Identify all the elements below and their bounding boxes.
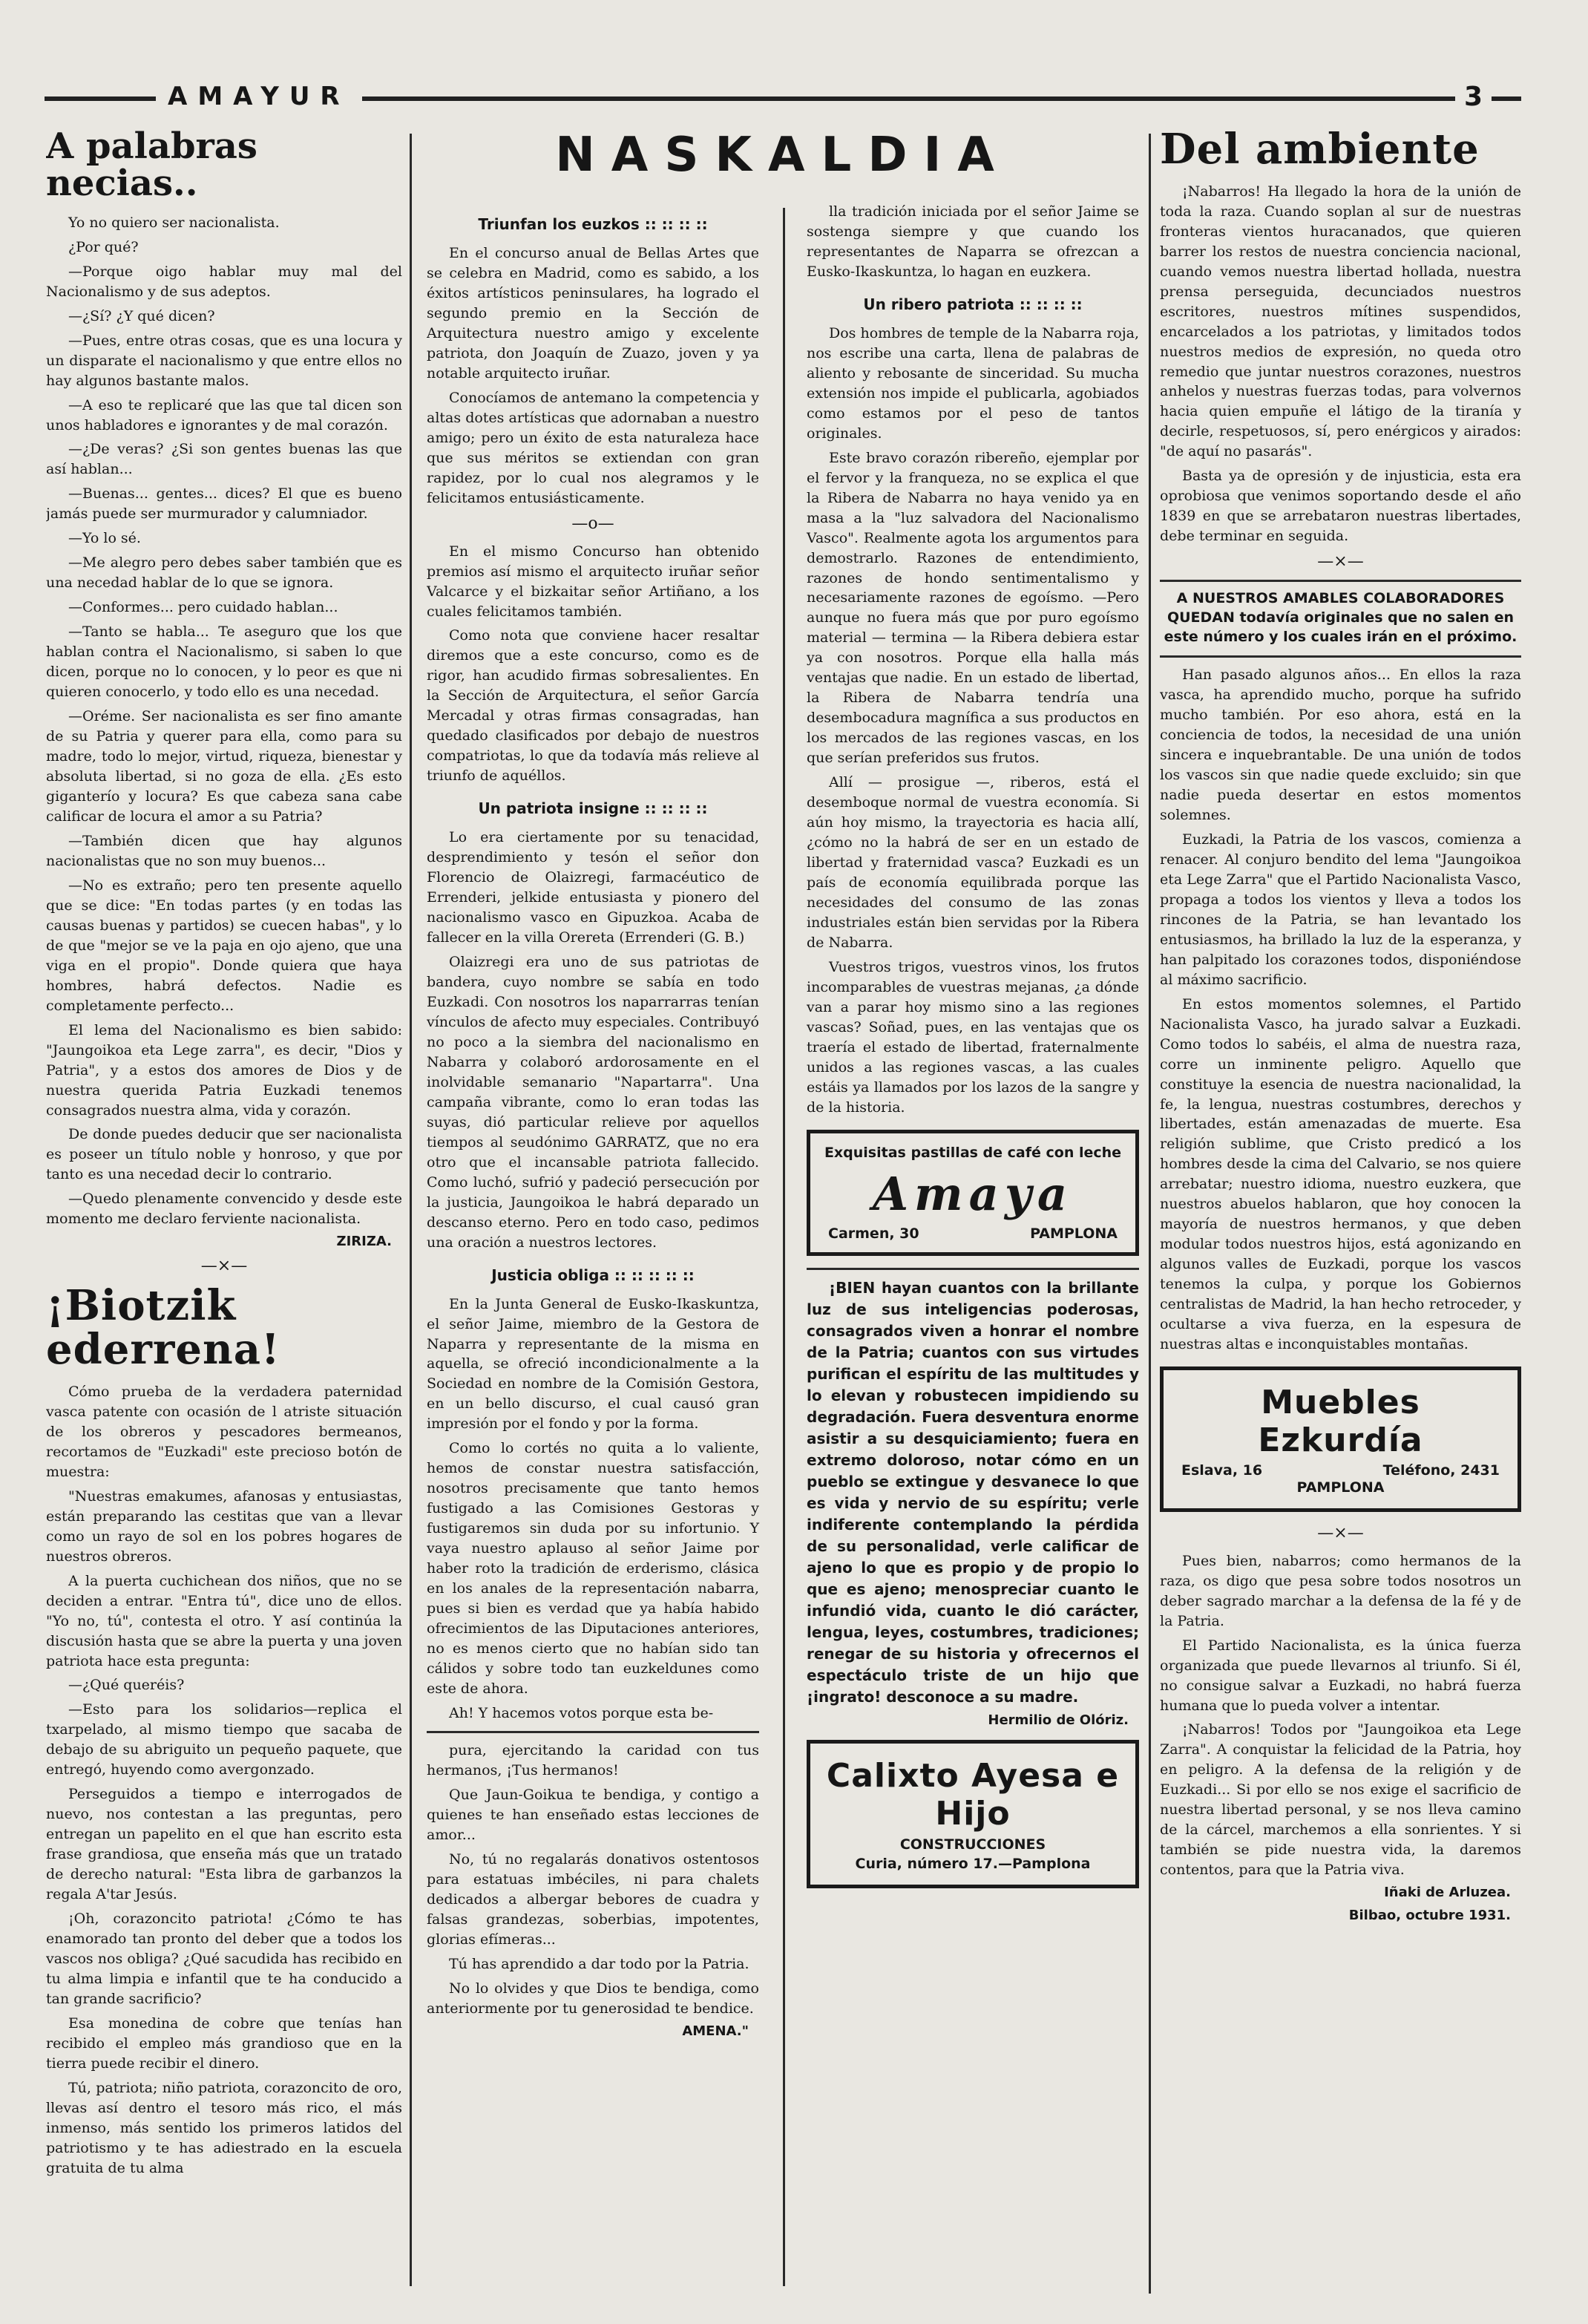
divider xyxy=(427,1731,759,1733)
paragraph: —Tanto se habla... Te aseguro que los que hablan contra el Nacionalismo, si saben lo que dicen, porque no lo conocen, y lo peor es que ni quieren conocerlo, y todo ello es una necedad. xyxy=(46,623,402,701)
paragraph: ¡Oh, corazoncito patriota! ¿Cómo te has enamorado tan pronto del deber que a todos los vascos nos obliga? ¿Qué sacudida has recibido en tu alma limpia e infantil que te ha conducido a tan grande sacrificio? xyxy=(46,1911,402,2007)
paragraph: Que Jaun-Goikua te bendiga, y contigo a quienes te han enseñado estas lecciones de amor... xyxy=(427,1786,759,1843)
center-section xyxy=(427,128,1139,2295)
article-headline: Del ambiente xyxy=(1160,128,1480,174)
paragraph: Pues bien, nabarros; como hermanos de la raza, os digo que pesa sobre todos nosotros un deber sagrado marchar a la defensa de la fé y de la Patria. xyxy=(1160,1552,1521,1629)
paragraph: —Me alegro pero debes saber también que es una necedad hablar de lo que se ignora. xyxy=(46,554,402,592)
section-heading: Justicia obliga :: :: :: :: :: xyxy=(491,1266,695,1284)
paragraph: Este bravo corazón ribereño, ejemplar por el fervor y la franqueza, no se explica el que la Ribera de Nabarra no haya venido ya en masa a la "luz salvadora del Nacionalismo Vasco". Realmente agota los argumentos para demostrarlo. Razones de entendimiento, razones de hondo sentimentalismo y necesariamente razones de egoísmo. —Pero aunque no fuera más que por puro egoísmo material — termina — la Ribera debiera estar ya con nosotros. Porque ella halla más ventajas que nadie. En un estado de libertad, la Ribera de Nabarra tendría una desembocadura magnífica a sus productos en los mercados de las regiones vascas, en los que serían preferidos sus frutos. xyxy=(807,449,1139,767)
paragraph: En estos momentos solemnes, el Partido Nacionalista Vasco, ha jurado salvar a Euzkadi. Como todos lo sabéis, el alma de nuestra raza, corre un inminente peligro. Aquello que constituye la esencia de nuestra nacionalidad, la fe, la lengua, nuestras costumbres, derechos y libertades, están amenazadas de muerte. Esa religión sublime, que Cristo predicó a los hombres desde la cima del Calvario, se nos quiere arrebatar; nuestro idioma, nuestro euzkera, que nuestros abuelos hablaron, que hoy conocen la mayoría de nuestros hermanos, y que deben modular todos nuestros hijos, está agonizando en algunos valles de Euzkadi, porque los vascos tenemos la culpa, y porque los Gobiernos centralistas de Madrid, la han hecho retroceder, y ocultarse a viva fuerza, en la espesura de nuestras altas e inconquistables montañas. xyxy=(1160,995,1521,1353)
paragraph: Dos hombres de temple de la Nabarra roja, nos escribe una carta, llena de palabras de aliento y rebosante de sinceridad. Su mucha extensión nos impide el publicarla, agobiados como estamos por el peso de tantos originales. xyxy=(807,324,1139,442)
section-body xyxy=(427,542,759,787)
ad-city: PAMPLONA xyxy=(1296,1479,1385,1496)
page-number: 3 xyxy=(1455,82,1492,112)
paragraph: —Yo lo sé. xyxy=(68,530,141,547)
ad-brand: Muebles Ezkurdía xyxy=(1258,1384,1423,1460)
divider xyxy=(1160,655,1521,658)
section-body xyxy=(807,202,1139,282)
section-body xyxy=(807,324,1139,1118)
paragraph: —Pues, entre otras cosas, que es una locura y un disparate el nacionalismo y que entre ellos no hay algunos bastante malos. xyxy=(46,332,402,389)
section-heading: Un patriota insigne :: :: :: :: xyxy=(478,799,708,818)
ad-phone: Teléfono, 2431 xyxy=(1382,1462,1500,1479)
section-body xyxy=(427,1294,759,1724)
separator: —o— xyxy=(571,514,614,533)
right-column xyxy=(1160,128,1521,2295)
paragraph: —¿Qué queréis? xyxy=(68,1677,185,1694)
paragraph: No lo olvides y que Dios te bendiga, como anteriormente por tu generosidad te bendice. xyxy=(427,1980,759,2017)
separator: —×— xyxy=(200,1257,248,1276)
paragraph: Han pasado algunos años... En ellos la raza vasca, ha aprendido mucho, porque ha sufrido mucho también. Por eso ahora, está en la conciencia de todos, la necesidad de una unión sincera e inquebrantable. De una unión de todos los vascos sin que nadie quede excluido; sin que nadie pueda desertar en estos momentos solemnes. xyxy=(1160,667,1521,823)
paragraph: Allí — prosigue —, riberos, está el desemboque normal de vuestra economía. Si aún hoy mismo, la trayectoria es hacia allí, ¿cómo no la habrá de ser en un estado de libertad y fraternidad vasca? Euzkadi es un país de economía equilibrada porque las necesidades del consumo de las zonas industriales están bien servidas por la Ribera de Nabarra. xyxy=(807,774,1139,951)
paragraph: Cómo prueba de la verdadera paternidad vasca patente con ocasión de l atriste situación de los obreros y pescadores bermeanos, recortamos de "Euzkadi" este precioso botón de muestra: xyxy=(46,1383,402,1480)
paragraph: Como nota que conviene hacer resaltar diremos que a este concurso, como es de rigor, han acudido firmas sobresalientes. En la Sección de Arquitectura, el señor García Mercadal y otras firmas consagradas, han quedado clasificados por debajo de nuestros compatriotas, lo que da todavía más relieve al triunfo de aquéllos. xyxy=(427,627,759,785)
center-column-b xyxy=(807,202,1139,1900)
paragraph: —¿Sí? ¿Y qué dicen? xyxy=(68,307,215,324)
ad-address-row xyxy=(1174,1462,1507,1479)
paragraph: De donde puedes deducir que ser nacionalista es poseer un título noble y honroso, y que por tanto es una necedad decir lo contrario. xyxy=(46,1126,402,1183)
divider xyxy=(807,1268,1139,1270)
paragraph: Lo era ciertamente por su tenacidad, desprendimiento y tesón el señor don Florencio de Olaizregi, farmacéutico de Errenderi, jelkide entusiasta y pionero del nacionalismo vasco en Gipuzkoa. Acaba de fallecer en la villa Orereta (Errenderi (G. B.) xyxy=(427,829,759,946)
column-rule-left xyxy=(410,134,412,2286)
collaborators-notice xyxy=(1160,589,1521,647)
ad-tagline: Exquisitas pastillas de café con leche xyxy=(824,1144,1122,1161)
notice-title: A NUESTROS AMABLES COLABORADORES xyxy=(1176,590,1505,607)
page-masthead xyxy=(45,77,1521,111)
quote-body xyxy=(807,1277,1139,1708)
bold-quote-block xyxy=(807,1277,1139,1728)
article-headline: ¡Biotzik ederrena! xyxy=(46,1281,280,1375)
article-body xyxy=(1160,182,1521,546)
paragraph: Perseguidos a tiempo e interrogados de nuevo, nos contestan a las preguntas, pero entregan un papelito en el que han escrito esta frase grandiosa, que enseña más que un tratado de derecho natural: "Esta libra de garbanzos la regala A'tar Jesús. xyxy=(46,1786,402,1903)
paragraph: ¿Por qué? xyxy=(68,238,139,255)
article-headline: A palabras necias.. xyxy=(46,128,257,205)
ad-address-row xyxy=(821,1225,1125,1242)
section-body xyxy=(427,828,759,1252)
paragraph: A la puerta cuchichean dos niños, que no se deciden a entrar. "Entra tú", dice uno de ellos. "Yo no, tú", contesta el otro. Y así continúa la discusión hasta que se abre la puerta y una joven patriota hace esta pregunta: xyxy=(46,1572,402,1669)
article-a-palabras xyxy=(46,128,402,1249)
ad-amaya xyxy=(807,1130,1139,1257)
paragraph: Basta ya de opresión y de injusticia, esta era oprobiosa que venimos soportando desde el año 1839 en que se arrebataron nuestras libertades, debe terminar en seguida. xyxy=(1160,468,1521,545)
ad-address: Eslava, 16 xyxy=(1181,1462,1263,1479)
ad-brand: Amaya xyxy=(872,1167,1074,1222)
separator: —×— xyxy=(1317,552,1364,572)
paragraph: —Porque oigo hablar muy mal del Nacionalismo y de sus adeptos. xyxy=(46,263,402,300)
center-column-a xyxy=(427,202,759,2046)
paragraph: El Partido Nacionalista, es la única fuerza organizada que puede llevarnos al triunfo. Si él, no consigue salvar a Euzkadi, no habrá fuerza humana que lo pueda volver a intentar. xyxy=(1160,1637,1521,1714)
paragraph: —No es extraño; pero ten presente aquello que se dice: "En todas partes (y en todas las causas buenas y partidos) se cuecen habas", y lo de que "mejor se ve la paja en ojo ajeno, que una viga en el propio". Donde quiera que haya hombres, habrá defectos. Nadie es completamente perfecto... xyxy=(46,877,402,1014)
ad-city: PAMPLONA xyxy=(1030,1225,1118,1243)
paragraph: —Conformes... pero cuidado hablan... xyxy=(68,599,338,616)
paragraph: ¡BIEN hayan cuantos con la brillante luz de sus inteligencias poderosas, consagrados viven a honrar el nombre de la Patria; cuantos con sus virtudes purifican el espíritu de las multitudes y lo elevan y robustecen impidiendo su degradación. Fuera desventura enorme asistir a su desquiciamiento; fuera en extremo doloroso, notar cómo en un pueblo se extingue y desvanece lo que es vida y nervio de su espíritu; verle indiferente contemplando la pérdida de su personalidad, verle calificar de ajeno lo que es propio y de propio lo que es ajeno; menospreciar cuanto le infundió vida, cuanto le dió carácter, lengua, leyes, costumbres, tradiciones; renegar de su historia y ofrecernos el espectáculo triste de un hijo que ¡ingrato! desconoce a su madre. xyxy=(807,1279,1139,1706)
divider xyxy=(1160,580,1521,582)
paragraph: Conocíamos de antemano la competencia y altas dotes artísticas que adornaban a nuestro amigo; pero un éxito de esta naturaleza hace que sus méritos se extiendan con gran rapidez, por lo cual nos alegramos y le felicitamos entusiásticamente. xyxy=(427,389,759,506)
paragraph: —A eso te replicaré que las que tal dicen son unos habladores e ignorantes y de mal corazón. xyxy=(46,396,402,433)
article-biotzik xyxy=(46,1281,402,2178)
paragraph: Euzkadi, la Patria de los vascos, comienza a renacer. Al conjuro bendito del lema "Jaungoikoa eta Lege Zarra" que el Partido Nacionalista Vasco, propaga a todos los vientos y lleva a todos los rincones de la Patria, se han levantado los entusiasmos, ha brillado la luz de la esperanza, y han palpitado los corazones todos, disponiéndose al máximo sacrificio. xyxy=(1160,831,1521,988)
paragraph: ¡Nabarros! Ha llegado la hora de la unión de toda la raza. Cuando soplan al sur de nuestras fronteras vientos huracanados, que quieren barrer los restos de nuestra conciencia nacional, cuando vemos nuestra libertad hollada, nuestra prensa perseguida, decunciados nuestros escritores, nuestros mítines suspendidos, encarcelados a los patriotas, y limitados todos nuestros medios de expresión, no queda otro remedio que juntar nuestros corazones, nuestros anhelos y nuestras fuerzas todas, para volvernos hacia quien empuñe el látigo de la tiranía y decirle, respetuosos, sí, pero enérgicos y airados: "de aquí no pasarás". xyxy=(1160,183,1521,460)
column-rule-right xyxy=(1149,134,1151,2294)
separator: —×— xyxy=(1317,1523,1364,1542)
ad-tagline: CONSTRUCCIONES xyxy=(899,1836,1046,1853)
paragraph: Vuestros trigos, vuestros vinos, los frutos incomparables de vuestras mejanas, ¿a dónde van a parar hoy mismo sino a las regiones vascas? Soñad, pues, en las ventajas que os traería el estado de libertad, fraternalmente unidos a las regiones vascas, a las cuales estáis ya llamados por los lazos de la sangre y de la historia. xyxy=(807,958,1139,1116)
paragraph: —También dicen que hay algunos nacionalistas que no son muy buenos... xyxy=(46,832,402,869)
paragraph: En la Junta General de Eusko-Ikaskuntza, el señor Jaime, miembro de la Gestora de Naparra y representante de la misma en aquella, se ofreció incondicionalmente a la Sociedad en nombre de la Comisión Gestora, en un bello discurso, el cual causó gran impresión por el fondo y por la forma. xyxy=(427,1295,759,1433)
article-signature: AMENA." xyxy=(682,2023,749,2039)
ad-address: Curia, número 17.—Pamplona xyxy=(855,1855,1091,1872)
article-body xyxy=(1160,1551,1521,1881)
ad-ezkurdia xyxy=(1160,1366,1521,1512)
paragraph: —¿De veras? ¿Si son gentes buenas las que así hablan... xyxy=(46,441,402,478)
article-dateline: Bilbao, octubre 1931. xyxy=(1348,1908,1511,1924)
paragraph: —Buenas... gentes... dices? El que es bueno jamás puede ser murmurador y calumniador. xyxy=(46,485,402,523)
paragraph: El lema del Nacionalismo es bien sabido: "Jaungoikoa eta Lege zarra", es decir, "Dios y Patria", y a estos dos amores de Dios y de nuestra querida Patria Euzkadi tenemos consagrados nuestra alma, vida y corazón. xyxy=(46,1021,402,1119)
paragraph: Como lo cortés no quita a lo valiente, hemos de constar nuestra satisfacción, nosotros precisamente que tanto hemos fustigado a las Comisiones Gestoras y fustigaremos sin duda por su infortunio. Y vaya nuestro aplauso al señor Jaime por haber roto la tradición de erderismo, clásica en los anales de la representación nabarra, pues si bien es verdad que ya había habido ofrecimientos de las Diputaciones anteriores, no es menos cierto que no habían sido tan cálidos y sobre todo tan euzkeldunes como este de ahora. xyxy=(427,1440,759,1697)
paragraph: En el mismo Concurso han obtenido premios así mismo el arquitecto iruñar señor Valcarce y el bizkaitar señor Artiñano, a los cuales felicitamos también. xyxy=(427,543,759,620)
section-heading: Un ribero patriota :: :: :: :: xyxy=(863,295,1083,313)
section-masthead: NASKALDIA xyxy=(555,128,1011,183)
paragraph: —Oréme. Ser nacionalista es ser fino amante de su Patria y querer para ella, como para su madre, todo lo mejor, virtud, riqueza, bienestar y absoluta libertad, si no goza de ella. ¿Es esto giganterío y locura? Es que cabeza sana cabe calificar de locura el amor a su Patria? xyxy=(46,708,402,825)
paragraph: Tú, patriota; niño patriota, corazoncito de oro, llevas así dentro el tesoro más rico, el más inmenso, más sentido los primeros latidos del patriotismo y te has adiestrado en la escuela gratuita de tu alma xyxy=(46,2079,402,2176)
section-body xyxy=(427,1741,759,2019)
ad-address: Carmen, 30 xyxy=(828,1225,919,1243)
paragraph: Esa monedina de cobre que tenías han recibido el empleo más grandioso que en la tierra puede recibir el dinero. xyxy=(46,2014,402,2072)
quote-signature: Hermilio de Olóriz. xyxy=(988,1712,1129,1729)
paragraph: pura, ejercitando la caridad con tus hermanos, ¡Tus hermanos! xyxy=(427,1741,759,1778)
paragraph: Tú has aprendido a dar todo por la Patria. xyxy=(449,1955,749,1972)
paragraph: Olaizregi era uno de sus patriotas de bandera, cuyo nombre se sabía en todo Euzkadi. Con nosotros los naparrarras tenían vínculos de afecto muy especiales. Contribuyó no poco a la siembra del nacionalismo en Nabarra y colaboró ardorosamente en el inolvidable semanario "Napartarra". Una campaña vibrante, como lo eran todas las suyas, dió particular relieve por aquellos tiempos al seudónimo GARRATZ, que no era otro que el incansable patriota fallecido. Como luchó, sufrió y padeció persecución por la justicia, Jaungoikoa le habrá deparado un descanso eterno. Pero en todo caso, pedimos una oración a nuestros lectores. xyxy=(427,954,759,1251)
paragraph: "Nuestras emakumes, afanosas y entusiastas, están preparando las cestitas que van a llevar como un rayo de sol en los pobres hogares de nuestros obreros. xyxy=(46,1487,402,1565)
paragraph: En el concurso anual de Bellas Artes que se celebra en Madrid, como es sabido, a los éxitos artísticos peninsulares, ha logrado el segundo premio en la Sección de Arquitectura nuestro amigo y excelente patriota, don Joaquín de Zuazo, joven y ya notable arquitecto iruñar. xyxy=(427,245,759,382)
left-column xyxy=(46,128,402,2288)
article-signature: ZIRIZA. xyxy=(336,1234,392,1250)
paragraph: lla tradición iniciada por el señor Jaime se sostenga siempre y que cuando los representantes de Naparra se ofrezcan a Eusko-Ikaskuntza, lo hagan en euzkera. xyxy=(807,203,1139,280)
article-signature: Iñaki de Arluzea. xyxy=(1384,1885,1511,1901)
article-body xyxy=(46,1382,402,2179)
paragraph: Yo no quiero ser nacionalista. xyxy=(68,214,280,231)
paragraph: Ah! Y hacemos votos porque esta be- xyxy=(449,1704,714,1721)
article-body xyxy=(1160,665,1521,1355)
paragraph: —Quedo plenamente convencido y desde este momento me declaro ferviente nacionalista. xyxy=(46,1191,402,1228)
notice-text: QUEDAN todavía originales que no salen en este número y los cuales irán en el próximo. xyxy=(1164,609,1518,645)
paragraph: —Esto para los solidarios—replica el txarpelado, al mismo tiempo que sacaba de debajo de su abriguito un pequeño paquete, que entregó, huyendo como avergonzado. xyxy=(46,1701,402,1778)
section-body xyxy=(427,243,759,508)
section-heading: Triunfan los euzkos :: :: :: :: xyxy=(478,215,708,233)
article-body xyxy=(46,213,402,1230)
paragraph: No, tú no regalarás donativos ostentosos para estatuas imbéciles, ni para chalets dedicados a albergar bebores de cuadra y falsas grandezas, soberbias, impotentes, glorias efímeras... xyxy=(427,1850,759,1948)
paragraph: ¡Nabarros! Todos por "Jaungoikoa eta Lege Zarra". A conquistar la felicidad de la Patria, hoy en peligro. A la defensa de la religión y de Euzkadi... Si por ello se nos exige el sacrificio de nuestra libertad personal, y se nos lleva camino de la cárcel, marchemos a ella sonrientes. Y si también se pide nuestra vida, la daremos contentos, para que la Patria viva. xyxy=(1160,1721,1521,1879)
newspaper-name: AMAYUR xyxy=(156,82,362,111)
ad-brand: Calixto Ayesa e Hijo xyxy=(826,1757,1120,1833)
ad-ayesa xyxy=(807,1740,1139,1888)
center-column-rule xyxy=(783,208,785,2286)
